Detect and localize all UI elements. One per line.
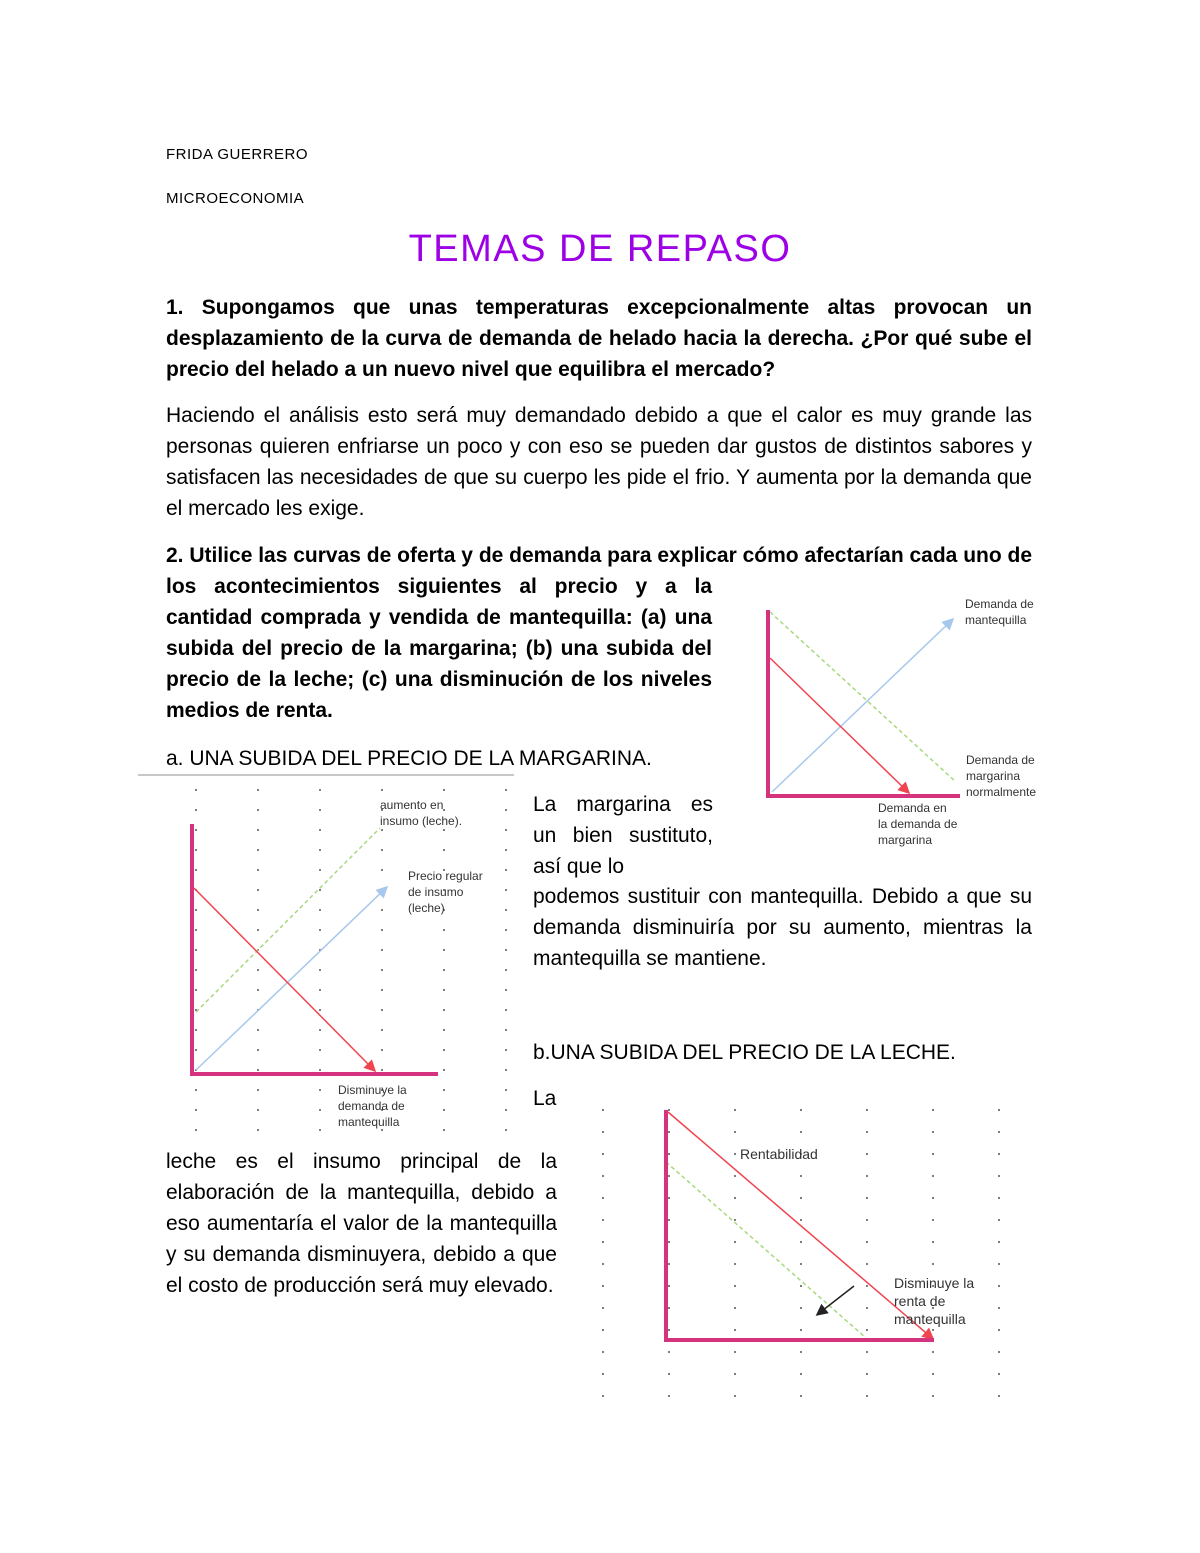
question-2-line1: 2. Utilice las curvas de oferta y de demanda para explicar cómo afectarían cada uno de [166, 544, 1033, 567]
chart1-label-demand-margarine-decrease: Demanda en la demanda de margarina [878, 801, 958, 847]
chart3-label-profitability: Rentabilidad [740, 1146, 818, 1162]
chart1-label-demand-butter: Demanda de mantequilla [965, 597, 1034, 627]
chart-milk-input [140, 780, 520, 1140]
course-name: MICROECONOMIA [166, 190, 305, 207]
section-b-text-start: La [533, 1087, 557, 1110]
chart1-blue-line [772, 620, 952, 792]
chart2-label-regular-price: Precio regular de insumo (leche) [408, 869, 483, 915]
chart-income-decrease [570, 1096, 1000, 1416]
answer-1: Haciendo el análisis esto será muy demandado debido a que el calor es muy grande las personas quieren enfriarse un poco y con eso se pueden dar gustos de distintos sabores y satisfacen las necesidades de que su cuerpo les pide el frio. Y aumenta por la demanda que el mercado les exige. [166, 404, 1032, 520]
author-name: FRIDA GUERRERO [166, 146, 309, 163]
chart2-label-decrease-demand: Disminuye la demanda de mantequilla [338, 1083, 407, 1129]
section-a-text-narrow: La margarina es un bien sustituto, así que lo [533, 793, 713, 878]
chart3-label-decrease-income: Disminuye la renta de mantequilla [894, 1275, 975, 1327]
section-b-heading: b.UNA SUBIDA DEL PRECIO DE LA LECHE. [533, 1041, 956, 1064]
chart1-label-demand-margarine-normal: Demanda de margarina normalmente [966, 753, 1037, 799]
section-a-text-wide: podemos sustituir con mantequilla. Debido a que su demanda disminuiría por su aumento, mientras la mantequilla se mantiene. [533, 885, 1032, 970]
chart1-green-line [770, 612, 956, 782]
chart3-dot-grid [570, 1096, 1000, 1416]
chart1-red-line [770, 658, 908, 792]
question-2-rest: los acontecimientos siguientes al precio y a la cantidad comprada y vendida de mantequilla: (a) una subida del precio de la margarina; (b) una subida del precio de la leche; (c) una disminución de los niveles medios de renta. [166, 575, 712, 722]
section-a-heading: a. UNA SUBIDA DEL PRECIO DE LA MARGARINA. [166, 747, 652, 770]
question-1: 1. Supongamos que unas temperaturas excepcionalmente altas provocan un desplazamiento de la curva de demanda de helado hacia la derecha. ¿Por qué sube el precio del helado a un nuevo nivel que equilibra el mercado? [166, 296, 1032, 381]
chart2-label-input-increase: aumento en insumo (leche). [380, 798, 463, 828]
page-title: TEMAS DE REPASO [408, 228, 792, 270]
chart2-dot-grid [140, 780, 520, 1140]
section-b-text-rest: leche es el insumo principal de la elaboración de la mantequilla, debido a eso aumentaría el valor de la mantequilla y su demanda disminuyera, debido a que el costo de producción será muy elevado. [166, 1150, 557, 1297]
divider [138, 774, 514, 776]
